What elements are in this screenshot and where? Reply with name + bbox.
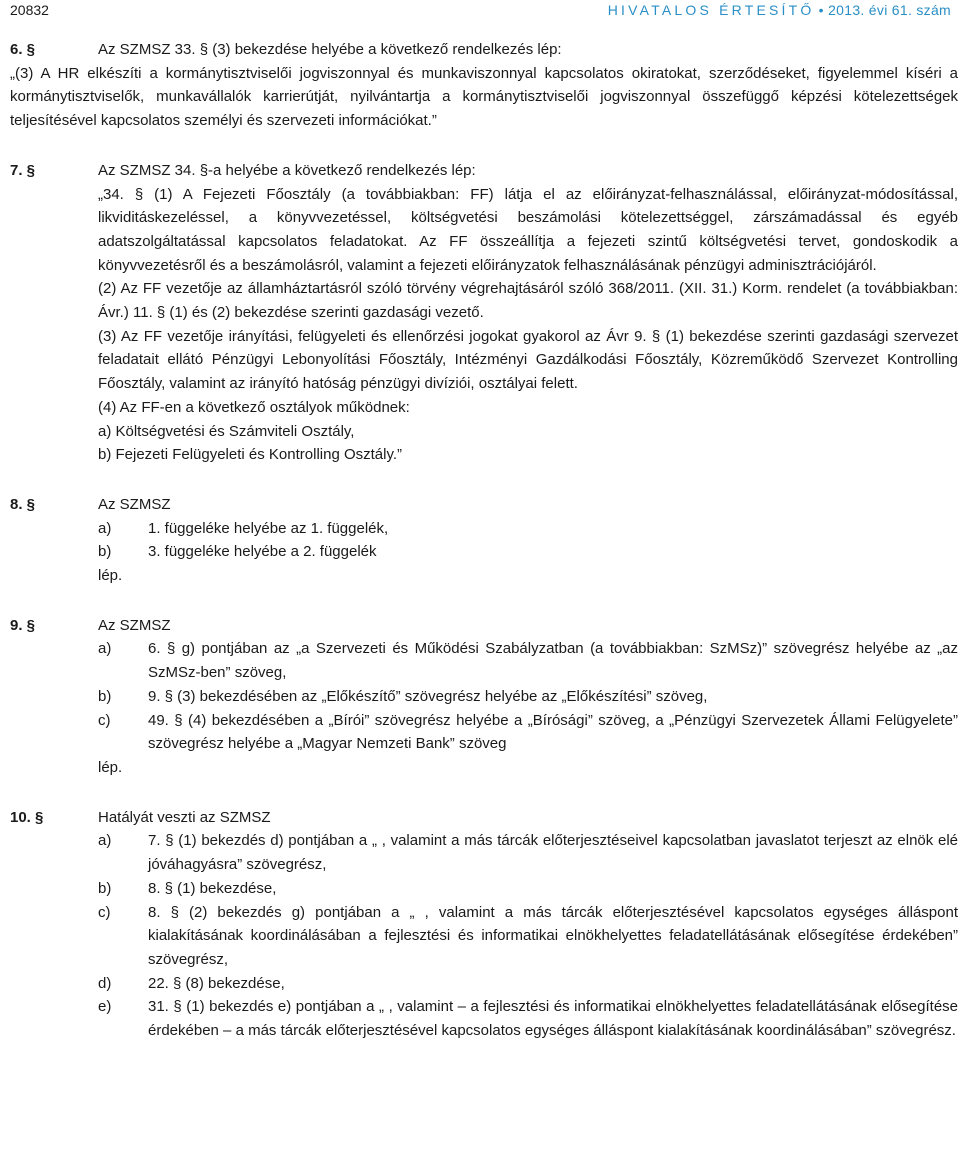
document-body — [10, 38, 958, 1043]
list-item-label: b) — [98, 879, 112, 897]
list-item-label: a) — [98, 519, 112, 537]
list-item-label: b) — [98, 543, 112, 561]
section-paragraph: b) Fejezeti Felügyeleti és Kontrolling Osztály.” — [98, 446, 403, 464]
list-item — [98, 829, 958, 876]
list-item-text: 6. § g) pontjában az „a Szervezeti és Működési Szabályzatban (a továbbiakban: SzMSz)” szövegrész helyébe az „az SzMSz-ben” szöveg, — [148, 640, 958, 682]
gazette-name: HIVATALOS ÉRTESÍTŐ — [607, 2, 815, 19]
list-item — [98, 901, 958, 972]
list-item-label: c) — [98, 903, 111, 921]
section-number: 10. § — [10, 808, 44, 826]
list-item-label: a) — [98, 640, 112, 658]
gazette-title — [608, 0, 951, 23]
section-paragraph: (2) Az FF vezetője az államháztartásról szóló törvény végrehajtásáról szóló 368/2011. (XII. 31.) Korm. rendelet (a továbbiakban: Ávr.) 11. § (1) és (2) bekezdése szerinti gazdasági vezető. — [98, 280, 958, 322]
section-7 — [10, 159, 958, 467]
section-paragraph: a) Költségvetési és Számviteli Osztály, — [98, 422, 355, 440]
section-outro: lép. — [98, 567, 123, 585]
list-item-text: 1. függeléke helyébe az 1. függelék, — [148, 519, 389, 537]
section-number: 6. § — [10, 41, 36, 58]
section-10 — [10, 806, 958, 1043]
section-number: 9. § — [10, 616, 36, 634]
list-item-text: 7. § (1) bekezdés d) pontjában a „ , valamint a más tárcák előterjesztéseivel kapcsolatban javaslatot terjeszt az elnök elé jóváhagyásra” szövegrész, — [148, 832, 958, 874]
section-intro: Az SZMSZ 34. §-a helyébe a következő rendelkezés lép: — [98, 161, 476, 179]
section-number: 8. § — [10, 495, 36, 513]
section-outro: lép. — [98, 758, 123, 776]
list-item-text: 8. § (1) bekezdése, — [148, 879, 277, 897]
list-item-label: a) — [98, 832, 112, 850]
section-intro: Hatályát veszti az SZMSZ — [98, 808, 271, 826]
list-item-label: b) — [98, 687, 112, 705]
section-intro: Az SZMSZ 33. § (3) bekezdése helyébe a következő rendelkezés lép: — [98, 41, 562, 58]
section-paragraph: „34. § (1) A Fejezeti Főosztály (a továbbiakban: FF) látja el az előirányzat-felhasználással, előirányzat-módosítással, likviditáskezeléssel, a könyvvezetéssel, költségvetési beszámolási kötelezettséggel, zárszámadással és egyéb adatszolgáltatással kapcsolatos feladatokat. Az FF összeállítja a fejezeti szintű költségvetési tervet, gondoskodik a könyvvezetésről és a beszámolásról, valamint a fejezeti előirányzatok felhasználásának pénzügyi adminisztrációjáról. — [98, 185, 958, 274]
list-item — [98, 517, 958, 541]
list-item-text: 3. függeléke helyébe a 2. függelék — [148, 543, 377, 561]
section-number: 7. § — [10, 161, 36, 179]
list-item-label: d) — [98, 974, 112, 992]
header-bullet: • — [818, 2, 824, 19]
list-item — [98, 995, 958, 1042]
list-item — [98, 877, 958, 901]
issue-number: 2013. évi 61. szám — [828, 2, 951, 19]
list-item-label: c) — [98, 711, 111, 729]
page-number: 20832 — [10, 2, 49, 19]
section-paragraph: „(3) A HR elkészíti a kormánytisztviselői jogviszonnyal és munkaviszonnyal kapcsolatos okiratokat, szerződéseket, figyelemmel kíséri a kormánytisztviselők, munkavállalók karrierútját, nyilvántartja a kormánytisztviselői jogviszonnyal összefüggő képzési kötelezettségek teljesítésével kapcsolatos személyi és szervezeti információkat.” — [10, 64, 958, 130]
section-intro: Az SZMSZ — [98, 495, 171, 513]
section-6 — [10, 38, 958, 133]
list-item-label: e) — [98, 998, 112, 1016]
section-intro: Az SZMSZ — [98, 616, 171, 634]
list-item-text: 22. § (8) bekezdése, — [148, 974, 285, 992]
list-item — [98, 709, 958, 756]
list-item-text: 8. § (2) bekezdés g) pontjában a „ , valamint a más tárcák előterjesztésével kapcsolatos egységes álláspont kialakításának koordinálásában a fejlesztési és informatikai elnökhelyettes feladatellátásának elősegítése érdekében” szövegrész, — [148, 903, 958, 968]
running-header — [10, 1, 951, 21]
list-item — [98, 637, 958, 684]
list-item — [98, 540, 958, 564]
list-item — [98, 685, 958, 709]
section-9 — [10, 614, 958, 780]
list-item-text: 31. § (1) bekezdés e) pontjában a „ , valamint – a fejlesztési és informatikai elnökhelyettes feladatellátásának elősegítése érdekében – a más tárcák előterjesztésével kapcsolatos egységes álláspont kialakításának koordinálásában” szövegrész. — [148, 998, 958, 1040]
section-8 — [10, 493, 958, 588]
section-paragraph: (4) Az FF-en a következő osztályok működnek: — [98, 398, 410, 416]
list-item — [98, 972, 958, 996]
list-item-text: 49. § (4) bekezdésében a „Bírói” szövegrész helyébe a „Bírósági” szöveg, a „Pénzügyi Szervezetek Állami Felügyelete” szövegrész helyébe a „Magyar Nemzeti Bank” szöveg — [148, 711, 958, 753]
section-paragraph: (3) Az FF vezetője irányítási, felügyeleti és ellenőrzési jogokat gyakorol az Ávr 9. § (1) bekezdése szerinti gazdasági szervezet feladatait ellátó Pénzügyi Lebonyolítási Főosztály, Intézményi Gazdálkodási Főosztály, Közreműködő Szervezet Kontrolling Főosztály, valamint az irányító hatóság pénzügyi divíziói, osztályai felett. — [98, 327, 958, 393]
list-item-text: 9. § (3) bekezdésében az „Előkészítő” szövegrész helyébe az „Előkészítési” szöveg, — [148, 687, 708, 705]
